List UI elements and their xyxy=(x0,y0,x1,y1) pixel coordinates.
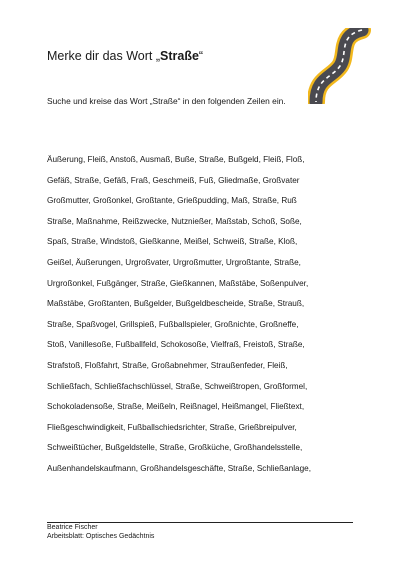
word-line: Strafstoß, Floßfahrt, Straße, Großabnehmer, Straußenfeder, Fleiß, xyxy=(47,360,288,370)
word-line: Urgroßonkel, Fußgänger, Straße, Gießkannen, Maßstäbe, Soßenpulver, xyxy=(47,278,309,288)
word-line: Straße, Maßnahme, Reißzwecke, Nutznießer, Maßstab, Schoß, Soße, xyxy=(47,216,302,226)
word-line: Geißel, Äußerungen, Urgroßvater, Urgroßmutter, Urgroßtante, Straße, xyxy=(47,257,301,267)
title-suffix: “ xyxy=(198,49,204,63)
page-title xyxy=(47,48,203,64)
word-line: Schweißtücher, Bußgeldstelle, Straße, Großküche, Großhandelsstelle, xyxy=(47,443,303,453)
footer-subject: Arbeitsblatt: Optisches Gedächtnis xyxy=(47,533,155,540)
footer xyxy=(47,523,154,541)
word-line: Großmutter, Großonkel, Großtante, Grießpudding, Maß, Straße, Ruß xyxy=(47,196,297,206)
word-line: Maßstäbe, Großtanten, Bußgelder, Bußgeldbescheide, Straße, Strauß, xyxy=(47,299,305,309)
word-line: Äußerung, Fleiß, Anstoß, Ausmaß, Buße, Straße, Bußgeld, Fleiß, Floß, xyxy=(47,155,305,164)
word-line: Spaß, Straße, Windstoß, Gießkanne, Meißel, Schweiß, Straße, Kloß, xyxy=(47,237,298,247)
word-line: Straße, Spaßvogel, Grillspieß, Fußballspieler, Großnichte, Großneffe, xyxy=(47,319,299,329)
word-line: Stoß, Vanillesoße, Fußballfeld, Schokosoße, Vielfraß, Freistoß, Straße, xyxy=(47,340,305,350)
word-line: Außenhandelskaufmann, Großhandelsgeschäfte, Straße, Schließanlage, xyxy=(47,463,311,473)
word-line: Schließfach, Schließfachschlüssel, Straße, Schweißtropen, Großformel, xyxy=(47,381,308,391)
title-word: Straße xyxy=(160,49,199,63)
instruction-text: Suche und kreise das Wort „Straße“ in den folgenden Zeilen ein. xyxy=(47,96,286,106)
winding-road-icon xyxy=(308,28,374,104)
word-line: Gefäß, Straße, Gefäß, Fraß, Geschmeiß, Fuß, Gliedmaße, Großvater xyxy=(47,175,300,185)
footer-author: Beatrice Fischer xyxy=(47,524,98,531)
title-prefix: Merke dir das Wort „ xyxy=(47,49,160,63)
word-line: Schokoladensoße, Straße, Meißeln, Reißnagel, Heißmangel, Fließtext, xyxy=(47,402,305,412)
word-lines xyxy=(47,150,377,480)
word-line: Fließgeschwindigkeit, Fußballschiedsrichter, Straße, Grießbreipulver, xyxy=(47,422,297,432)
